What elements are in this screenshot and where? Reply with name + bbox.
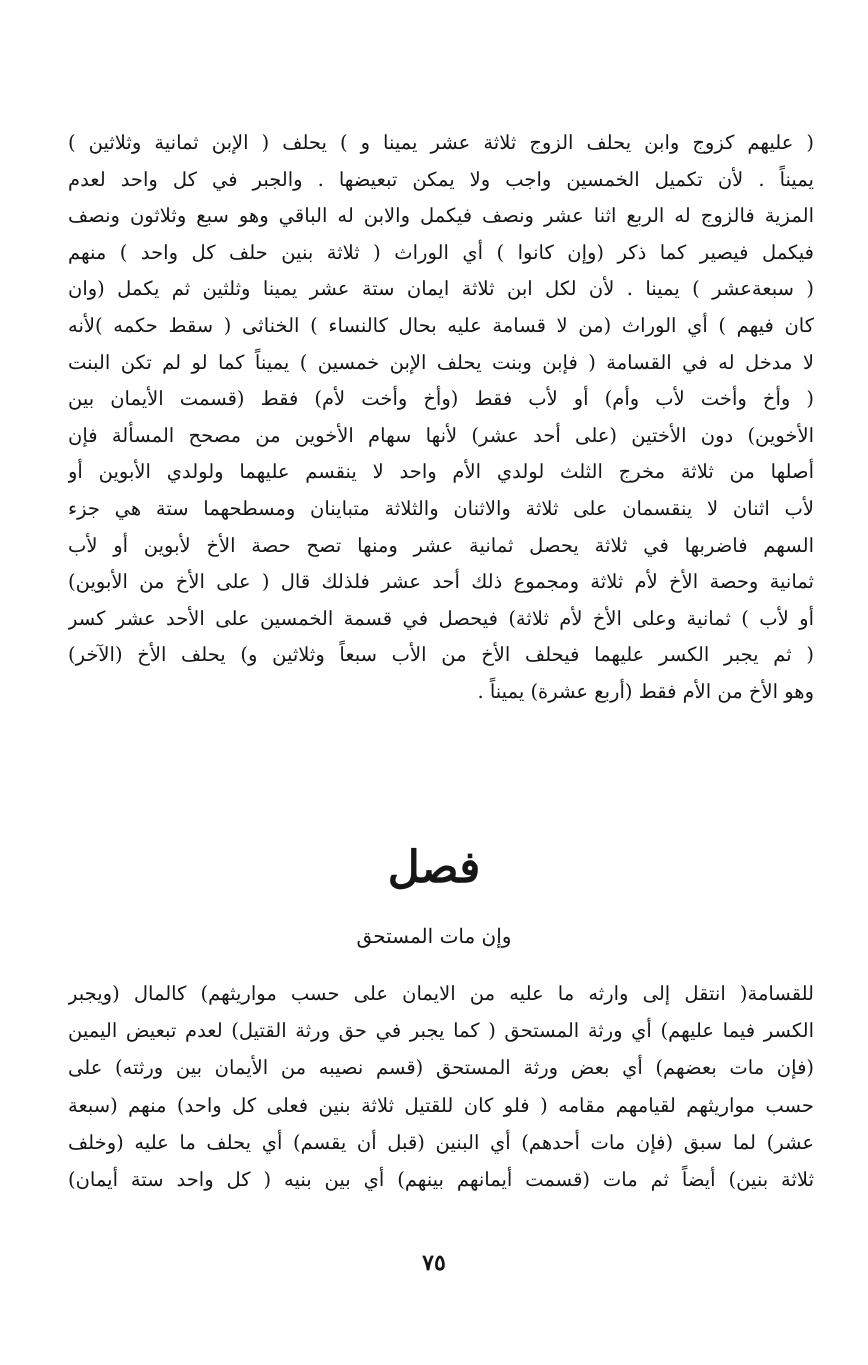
text-line: ( عليهم كزوج وابن يحلف الزوج ثلاثة عشر يمينا و ) يحلف ( الإبن ثمانية وثلاثين ): [68, 131, 814, 154]
text-line: عشر) لما سبق (فإن مات أحدهم) أي البنين (قبل أن يقسم) أي يحلف ما عليه (وخلف: [68, 1130, 814, 1154]
text-line: أو لأب ) ثمانية وعلى الأخ لأم ثلاثة) فيحصل في قسمة الخمسين على الأحد عشر كسر: [68, 606, 814, 630]
page-number: ٧٥: [422, 1250, 446, 1276]
text-line: لا مدخل له في القسامة ( فإبن وبنت يحلف الإبن خمسين ) يميناً كما لو لم تكن البنت: [68, 350, 814, 374]
text-line: ثلاثة بنين) أيضاً ثم مات (قسمت أيمانهم بينهم) أي بين بنيه ( كل واحد ستة أيمان): [68, 1167, 814, 1191]
text-line: ( سبعةعشر ) يمينا . لأن لكل ابن ثلاثة ايمان ستة عشر يمينا وثلثين ثم يكمل (وان: [68, 277, 814, 301]
text-line: الأخوين) دون الأختين (على أحد عشر) لأنها سهام الأخوين من مصحح المسألة فإن: [68, 423, 814, 447]
section-heading: فصل: [387, 842, 481, 893]
text-line: ( ثم يجبر الكسر عليهما فيحلف الأخ من الأب سبعاً وثلاثين و) يحلف الأخ (الآخر): [68, 643, 814, 667]
text-line: الكسر فيما عليهم) أي ورثة المستحق ( كما يجبر في حق ورثة القتيل) لعدم تبعيض اليمين: [68, 1019, 814, 1043]
text-line: (فإن مات بعضهم) أي بعض ورثة المستحق (قسم نصيبه من الأيمان بين ورثته) على: [68, 1056, 814, 1080]
text-line: السهم فاضربها في ثلاثة يحصل ثمانية عشر ومنها تصح حصة الأخ لأبوين أو لأب: [68, 533, 814, 557]
text-line: حسب مواريثهم لقيامهم مقامه ( فلو كان للقتيل ثلاثة بنين فعلى كل واحد) منهم (سبعة: [68, 1093, 814, 1117]
text-line: فيكمل فيصير كما ذكر (وإن كانوا ) أي الوراث ( ثلاثة بنين حلف كل واحد ) منهم: [68, 240, 814, 264]
text-line: لأب اثنان لا ينقسمان على ثلاثة والاثنان والثلاثة متباينان ومسطحهما ستة هي جزء: [68, 496, 814, 520]
text-line: ( وأخ وأخت لأب وأم) أو لأب فقط (وأخ وأخت لأم) فقط (قسمت الأيمان بين: [68, 387, 814, 411]
section-subheading: وإن مات المستحق: [356, 924, 512, 948]
paragraph-1: [68, 125, 814, 711]
text-line: أصلها من ثلاثة مخرج الثلث لولدي الأم واحد لا ينقسم عليهما ولولدي الأبوين أو: [68, 460, 814, 484]
paragraph-2: [68, 975, 814, 1198]
text-line: يميناً . لأن تكميل الخمسين واجب ولا يمكن تبعيضها . والجبر في كل واحد لعدم: [68, 167, 814, 191]
text-line: ثمانية وحصة الأخ لأم ثلاثة ومجموع ذلك أحد عشر فلذلك قال ( على الأخ من الأبوين): [68, 570, 814, 594]
text-line: المزية فالزوج له الربع اثنا عشر ونصف فيكمل والابن له الباقي وهو سبع وثلاثون ونصف: [68, 204, 814, 228]
text-line: للقسامة( انتقل إلى وارثه ما عليه من الايمان على حسب مواريثهم) كالمال (ويجبر: [68, 982, 814, 1005]
text-line: وهو الأخ من الأم فقط (أربع عشرة) يميناً .: [477, 679, 814, 703]
text-line: كان فيهم ) أي الوراث (من لا قسامة عليه بحال كالنساء ) الخناثى ( سقط حكمه )لأنه: [68, 313, 814, 337]
